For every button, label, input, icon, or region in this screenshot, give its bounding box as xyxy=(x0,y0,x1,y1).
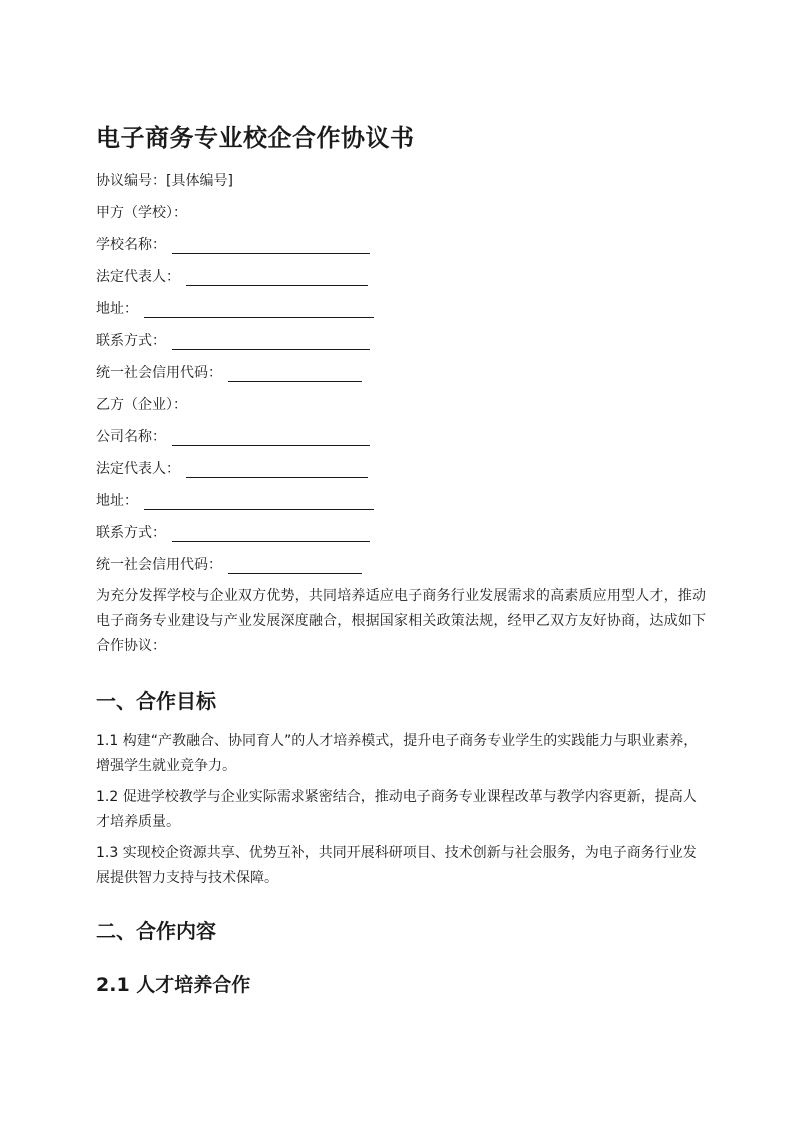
party-a-heading: 甲方（学校）： xyxy=(96,205,187,221)
intro-paragraph: 为充分发挥学校与企业双方优势，共同培养适应电子商务行业发展需求的高素质应用型人才，推动电子商务专业建设与产业发展深度融合，根据国家相关政策法规，经甲乙双方友好协商，达成如下合作协议： xyxy=(96,588,706,654)
party-b-contact-field: 联系方式： xyxy=(96,524,706,542)
party-b-legal-rep-field: 法定代表人： xyxy=(96,460,706,478)
party-b-heading: 乙方（企业）： xyxy=(96,397,187,413)
contact-a-blank[interactable] xyxy=(172,335,370,350)
credit-code-b-blank[interactable] xyxy=(228,559,362,574)
legal-rep-a-blank[interactable] xyxy=(186,271,368,286)
school-name-blank[interactable] xyxy=(172,239,370,254)
section-1-heading: 一、合作目标 xyxy=(96,689,216,713)
goal-item-1: 1.1 构建“产教融合、协同育人”的人才培养模式，提升电子商务专业学生的实践能力与职业素养，增强学生就业竞争力。 xyxy=(96,733,698,774)
party-b-company-name-field: 公司名称： xyxy=(96,428,706,446)
section-2-heading: 二、合作内容 xyxy=(96,919,216,943)
party-a-credit-code-field: 统一社会信用代码： xyxy=(96,364,706,382)
goal-item-2: 1.2 促进学校教学与企业实际需求紧密结合，推动电子商务专业课程改革与教学内容更新，提高人才培养质量。 xyxy=(96,789,697,830)
address-a-blank[interactable] xyxy=(144,303,374,318)
party-a-contact-field: 联系方式： xyxy=(96,332,706,350)
party-b-address-field: 地址： xyxy=(96,492,706,510)
address-b-blank[interactable] xyxy=(144,495,374,510)
party-a-legal-rep-field: 法定代表人： xyxy=(96,268,706,286)
company-name-blank[interactable] xyxy=(172,431,370,446)
subsection-2-1-heading: 2.1 人才培养合作 xyxy=(96,974,251,996)
contact-b-blank[interactable] xyxy=(172,527,370,542)
goal-item-3: 1.3 实现校企资源共享、优势互补，共同开展科研项目、技术创新与社会服务，为电子商务行业发展提供智力支持与技术保障。 xyxy=(96,845,697,886)
credit-code-a-blank[interactable] xyxy=(228,367,362,382)
document-title: 电子商务专业校企合作协议书 xyxy=(96,124,415,152)
legal-rep-b-blank[interactable] xyxy=(186,463,368,478)
agreement-number: 协议编号：[具体编号] xyxy=(96,173,233,189)
party-a-school-name-field: 学校名称： xyxy=(96,236,706,254)
party-b-credit-code-field: 统一社会信用代码： xyxy=(96,556,706,574)
document-body xyxy=(96,124,706,997)
party-a-address-field: 地址： xyxy=(96,300,706,318)
